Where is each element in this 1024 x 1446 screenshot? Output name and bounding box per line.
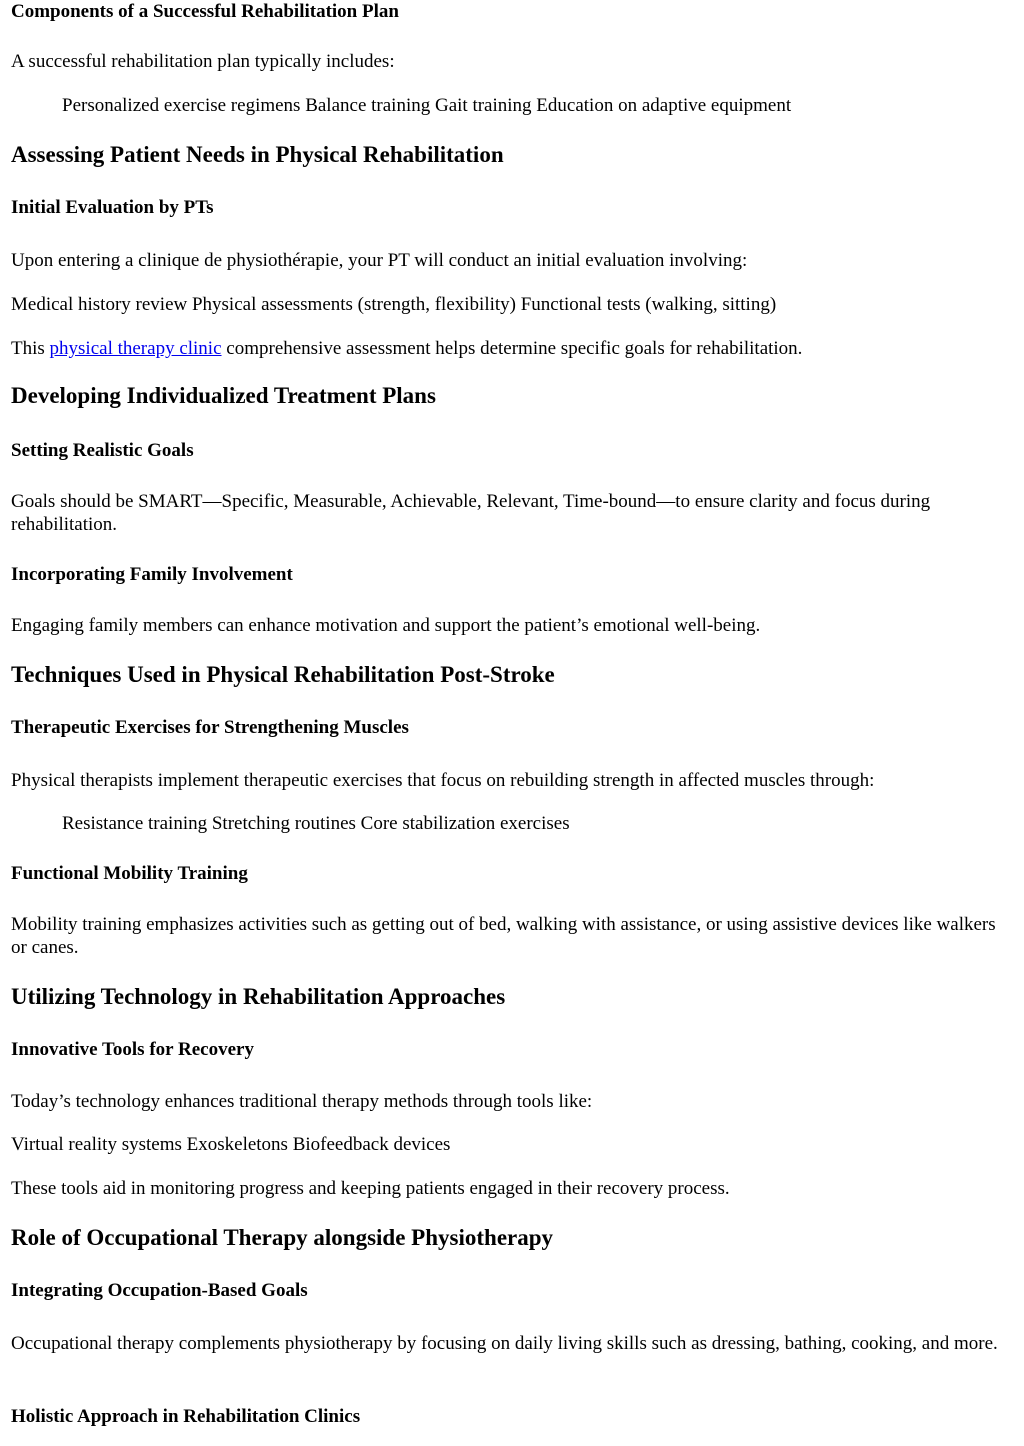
heading-assessing-needs: Assessing Patient Needs in Physical Rehabilitation [11, 142, 504, 167]
heading-treatment-plans: Developing Individualized Treatment Plans [11, 383, 436, 408]
paragraph-family-involvement: Engaging family members can enhance motivation and support the patient’s emotional well-being. [11, 615, 761, 636]
list-evaluation-items: Medical history review Physical assessments (strength, flexibility) Functional tests (walking, sitting) [11, 294, 777, 315]
subheading-therapeutic-exercises: Therapeutic Exercises for Strengthening Muscles [11, 717, 409, 738]
heading-components-plan: Components of a Successful Rehabilitation Plan [11, 1, 399, 22]
paragraph-therapeutic-exercises: Physical therapists implement therapeutic exercises that focus on rebuilding strength in affected muscles through: [11, 770, 875, 791]
paragraph-clinic-assessment [11, 337, 802, 360]
subheading-family-involvement: Incorporating Family Involvement [11, 564, 293, 585]
heading-occupational-therapy: Role of Occupational Therapy alongside Physiotherapy [11, 1225, 554, 1250]
paragraph-plan-intro: A successful rehabilitation plan typically includes: [11, 51, 395, 72]
subheading-holistic-approach: Holistic Approach in Rehabilitation Clinics [11, 1406, 361, 1427]
paragraph-technology-intro: Today’s technology enhances traditional therapy methods through tools like: [11, 1091, 593, 1112]
subheading-realistic-goals: Setting Realistic Goals [11, 440, 194, 461]
heading-technology: Utilizing Technology in Rehabilitation Approaches [11, 984, 506, 1009]
paragraph-occupational-therapy: Occupational therapy complements physiotherapy by focusing on daily living skills such as dressing, bathing, cooking, and more. [11, 1333, 998, 1354]
list-technology-tools: Virtual reality systems Exoskeletons Biofeedback devices [11, 1134, 451, 1155]
paragraph-clinic-prefix: This [11, 338, 50, 359]
paragraph-clinic-suffix: comprehensive assessment helps determine specific goals for rehabilitation. [221, 338, 803, 359]
subheading-functional-mobility: Functional Mobility Training [11, 863, 248, 884]
paragraph-evaluation-intro: Upon entering a clinique de physiothérapie, your PT will conduct an initial evaluation involving: [11, 250, 748, 271]
physical-therapy-clinic-link[interactable]: physical therapy clinic [49, 338, 222, 359]
list-exercise-types: Resistance training Stretching routines Core stabilization exercises [62, 813, 570, 834]
list-plan-components: Personalized exercise regimens Balance training Gait training Education on adaptive equipment [62, 95, 792, 116]
heading-techniques: Techniques Used in Physical Rehabilitation Post-Stroke [11, 662, 555, 687]
paragraph-smart-goals: Goals should be SMART—Specific, Measurable, Achievable, Relevant, Time-bound—to ensure clarity and focus during rehabilitation. [11, 491, 931, 535]
subheading-initial-evaluation: Initial Evaluation by PTs [11, 197, 214, 218]
subheading-innovative-tools: Innovative Tools for Recovery [11, 1039, 254, 1060]
subheading-occupation-goals: Integrating Occupation-Based Goals [11, 1280, 308, 1301]
paragraph-mobility-training: Mobility training emphasizes activities such as getting out of bed, walking with assistance, or using assistive devices like walkers or canes. [11, 914, 996, 958]
paragraph-tools-benefit: These tools aid in monitoring progress and keeping patients engaged in their recovery process. [11, 1178, 730, 1199]
